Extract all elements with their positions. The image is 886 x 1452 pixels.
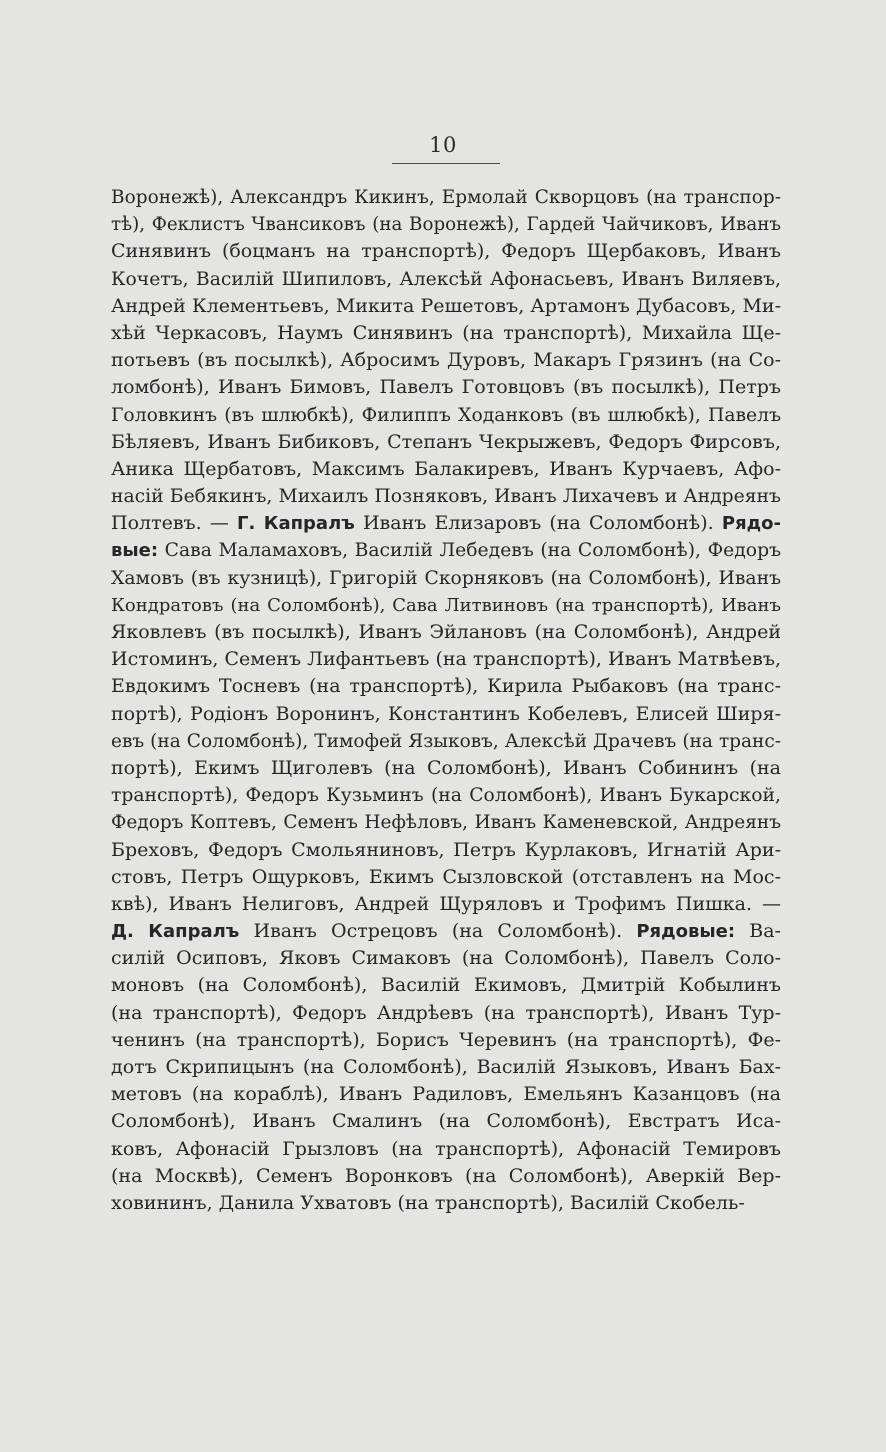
text-line xyxy=(111,701,781,728)
page-number: 10 xyxy=(429,133,457,157)
text-line xyxy=(111,238,781,265)
text-line xyxy=(111,1081,781,1108)
text-line xyxy=(111,293,781,320)
text-segment: Иванъ Острецовъ (на Соломбонѣ). xyxy=(239,920,637,943)
text-line xyxy=(111,1027,781,1054)
text-line xyxy=(111,483,781,510)
text-segment: насій Бебякинъ, Михаилъ Позняковъ, Иванъ Лихачевъ и Андреянъ xyxy=(111,486,781,508)
text-segment: ковъ, Афонасій Грызловъ (на транспортѣ), Афонасій Темировъ xyxy=(111,1137,781,1160)
text-line xyxy=(111,402,781,429)
text-segment: ховининъ, Данила Ухватовъ (на транспортѣ), Василій Скобель- xyxy=(111,1191,745,1214)
text-line xyxy=(111,429,781,456)
text-line xyxy=(111,891,781,918)
text-segment: (на Москвѣ), Семенъ Воронковъ (на Соломбонѣ), Аверкій Вер- xyxy=(111,1164,781,1187)
text-line xyxy=(111,755,781,782)
text-line xyxy=(111,374,781,401)
bold-heading-text: Рядо- xyxy=(721,513,781,535)
text-line xyxy=(111,619,781,646)
text-line xyxy=(111,1054,781,1081)
text-segment: Воронежѣ), Александръ Кикинъ, Ермолай Скворцовъ (на транспор- xyxy=(111,187,781,208)
text-segment: Соломбонѣ), Иванъ Смалинъ (на Соломбонѣ), Евстратъ Иса- xyxy=(111,1110,781,1133)
text-segment: потьевъ (въ посылкѣ), Абросимъ Дуровъ, Макаръ Грязинъ (на Со- xyxy=(111,349,781,372)
header-rule xyxy=(392,163,500,164)
text-segment: Ва- xyxy=(735,920,781,943)
text-line xyxy=(111,510,781,537)
text-line xyxy=(111,809,781,836)
bold-heading-text: Рядовые: xyxy=(636,921,736,943)
text-line xyxy=(111,456,781,483)
text-segment: Истоминъ, Семенъ Лифантьевъ (на транспортѣ), Иванъ Матвѣевъ, xyxy=(111,648,781,671)
text-segment: портѣ), Родіонъ Воронинъ, Константинъ Кобелевъ, Елисей Ширя- xyxy=(111,702,781,725)
text-segment: Федоръ Коптевъ, Семенъ Нефѣловъ, Иванъ Каменевской, Андреянъ xyxy=(111,812,781,834)
text-segment: евъ (на Соломбонѣ), Тимофей Языковъ, Алексѣй Драчевъ (на транс- xyxy=(111,730,781,752)
text-segment: Синявинъ (боцманъ на транспортѣ), Федоръ Щербаковъ, Иванъ xyxy=(111,240,781,263)
text-line xyxy=(111,972,781,999)
text-line xyxy=(111,1136,781,1163)
text-line xyxy=(111,537,781,564)
text-segment: метовъ (на кораблѣ), Иванъ Радиловъ, Емельянъ Казанцовъ (на xyxy=(111,1083,781,1106)
text-segment: Головкинъ (въ шлюбкѣ), Филиппъ Ходанковъ (въ шлюбкѣ), Павелъ xyxy=(111,404,781,426)
text-segment: квѣ), Иванъ Нелиговъ, Андрей Щуряловъ и Трофимъ Пишка. — xyxy=(111,892,781,915)
text-segment: стовъ, Петръ Ощурковъ, Екимъ Сызловской (отставленъ на Мос- xyxy=(111,865,781,888)
text-line xyxy=(111,1190,781,1217)
text-segment: Андрей Клементьевъ, Микита Решетовъ, Артамонъ Дубасовъ, Ми- xyxy=(111,294,781,317)
text-line xyxy=(111,1000,781,1027)
text-line xyxy=(111,837,781,864)
text-line xyxy=(111,1163,781,1190)
text-line xyxy=(111,592,781,619)
text-segment: Хамовъ (въ кузницѣ), Григорій Скорняковъ (на Соломбонѣ), Иванъ xyxy=(111,567,781,589)
text-line xyxy=(111,211,781,238)
text-line xyxy=(111,1108,781,1135)
text-segment: Яковлевъ (въ посылкѣ), Иванъ Эйлановъ (на Соломбонѣ), Андрей xyxy=(111,621,781,643)
text-segment: Евдокимъ Тосневъ (на транспортѣ), Кирила Рыбаковъ (на транс- xyxy=(111,675,781,698)
text-segment: Сава Маламаховъ, Василій Лебедевъ (на Соломбонѣ), Федоръ xyxy=(158,540,781,562)
text-segment: Бѣляевъ, Иванъ Бибиковъ, Степанъ Чекрыжевъ, Федоръ Фирсовъ, xyxy=(111,430,781,453)
text-line xyxy=(111,782,781,809)
text-segment: транспортѣ), Федоръ Кузьминъ (на Соломбонѣ), Иванъ Букарской, xyxy=(111,785,781,807)
text-segment: портѣ), Екимъ Щиголевъ (на Соломбонѣ), Иванъ Собининъ (на xyxy=(111,756,781,779)
text-segment: моновъ (на Соломбонѣ), Василій Екимовъ, Дмитрій Кобылинъ xyxy=(111,974,781,997)
text-segment: Полтевъ. — xyxy=(111,512,238,535)
text-segment: Кочетъ, Василій Шипиловъ, Алексѣй Афонасьевъ, Иванъ Виляевъ, xyxy=(111,268,781,290)
text-segment: ченинъ (на транспортѣ), Борисъ Черевинъ (на транспортѣ), Фе- xyxy=(111,1028,781,1051)
text-segment: Иванъ Елизаровъ (на Соломбонѣ). xyxy=(354,512,722,535)
text-line xyxy=(111,347,781,374)
text-line xyxy=(111,945,781,972)
text-segment: хѣй Черкасовъ, Наумъ Синявинъ (на транспортѣ), Михайла Ще- xyxy=(111,321,781,344)
body-text xyxy=(111,184,781,1217)
bold-heading-text: Г. Капралъ xyxy=(237,513,355,535)
text-line xyxy=(111,673,781,700)
text-segment: силій Осиповъ, Яковъ Симаковъ (на Соломбонѣ), Павелъ Соло- xyxy=(111,947,781,970)
text-line xyxy=(111,864,781,891)
bold-heading-text: вые: xyxy=(111,540,159,562)
text-line xyxy=(111,266,781,293)
text-segment: тѣ), Феклистъ Чвансиковъ (на Воронежѣ), Гардей Чайчиковъ, Иванъ xyxy=(111,214,781,236)
text-line xyxy=(111,646,781,673)
text-segment: Кондратовъ (на Соломбонѣ), Сава Литвиновъ (на транспортѣ), Иванъ xyxy=(111,594,781,616)
text-segment: ломбонѣ), Иванъ Бимовъ, Павелъ Готовцовъ (въ посылкѣ), Петръ xyxy=(111,376,781,399)
text-line xyxy=(111,184,781,211)
text-line xyxy=(111,728,781,755)
text-segment: дотъ Скрипицынъ (на Соломбонѣ), Василій Языковъ, Иванъ Бах- xyxy=(111,1056,781,1078)
text-line xyxy=(111,320,781,347)
text-line xyxy=(111,918,781,945)
text-segment: Аника Щербатовъ, Максимъ Балакиревъ, Иванъ Курчаевъ, Афо- xyxy=(111,457,781,480)
text-segment: Бреховъ, Федоръ Смольяниновъ, Петръ Курлаковъ, Игнатій Ари- xyxy=(111,838,781,861)
text-segment: (на транспортѣ), Федоръ Андрѣевъ (на транспортѣ), Иванъ Тур- xyxy=(111,1001,781,1024)
bold-heading-text: Д. Капралъ xyxy=(111,921,240,943)
text-line xyxy=(111,565,781,592)
